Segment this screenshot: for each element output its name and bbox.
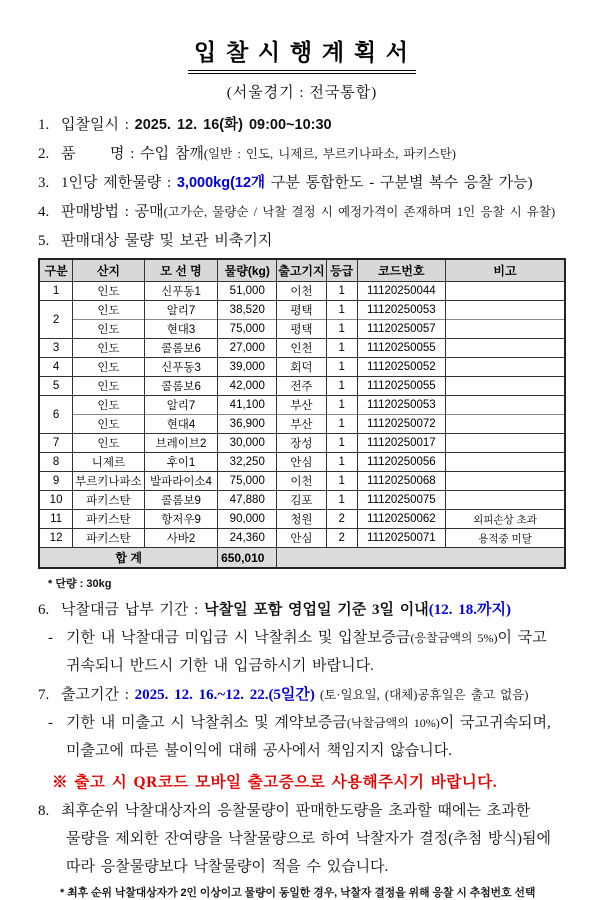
sum-label: 합 계 (39, 548, 218, 569)
sum-total: 650,010 (218, 548, 277, 569)
limit-highlight: 3,000kg(12개 (176, 175, 266, 191)
item-number: 6. (38, 602, 50, 618)
payment-warning-line1 (48, 628, 566, 648)
section-final-rank (38, 801, 566, 900)
item-number: 2. (38, 146, 50, 162)
header-cell-origin: 산지 (73, 259, 145, 282)
release-warning-line2: 미출고에 따른 불이익에 대해 공사에서 책임지지 않습니다. (66, 743, 453, 759)
table-row: 6 인도 알리7 41,100 부산 1 11120250053 (39, 396, 565, 415)
table-row: 1 인도 신푸동1 51,000 이천 1 11120250044 (39, 282, 565, 301)
table-row: 8 니제르 후이1 32,250 안심 1 11120250056 (39, 453, 565, 472)
bid-lots-table (38, 258, 566, 569)
table-header-row (39, 259, 565, 282)
item-number: 3. (38, 175, 50, 191)
header-cell-depot: 출고기지 (277, 259, 326, 282)
item-bid-datetime (38, 115, 566, 135)
bid-datetime-value: 2025. 12. 16(화) 09:00~10:30 (134, 117, 332, 133)
item-number: 7. (38, 687, 50, 703)
table-row: 인도 현대3 75,000 평택 1 11120250057 (39, 320, 565, 339)
table-row: 10 파키스탄 콜롬보9 47,880 김포 1 11120250075 (39, 491, 565, 510)
item-number: 8. (38, 803, 50, 819)
table-row: 7 인도 브레이브2 30,000 장성 1 11120250017 (39, 434, 565, 453)
header-cell-remark: 비고 (446, 259, 565, 282)
warning-text: 기한 내 미출고 시 낙찰취소 및 계약보증금(낙찰금액의 10%)이 국고귀속되며, (66, 715, 551, 731)
header-cell-vessel: 모 선 명 (144, 259, 218, 282)
item-text: 판매대상 물량 및 보관 비축기지 (61, 233, 273, 249)
item-text: 판매방법 : 공매(고가순, 물량순 / 낙찰 결정 시 예정가격이 존재하며 1인 응찰 시 유찰) (61, 204, 556, 220)
page-subtitle: (서울경기 : 전국통합) (226, 85, 378, 101)
table-row: 9 부르키나파소 발파라이소4 75,000 이천 1 11120250068 (39, 472, 565, 491)
unit-footnote: * 단량 : 30kg (48, 578, 112, 590)
dash-bullet: - (48, 630, 53, 646)
item-release-period (38, 685, 566, 705)
table-sum-row (39, 548, 565, 569)
header-cell-gubun: 구분 (39, 259, 73, 282)
item-text: 최후순위 낙찰대상자의 응찰물량이 판매한도량을 초과할 때에는 초과한 (61, 803, 531, 819)
warning-text: 기한 내 낙찰대금 미입금 시 낙찰취소 및 입찰보증금(응찰금액의 5%)이 국고 (66, 630, 547, 646)
item-text: 품 명 : 수입 참깨(일반 : 인도, 니제르, 부르키나파소, 파키스탄) (61, 146, 456, 162)
title-block (38, 34, 566, 102)
item-text: 1인당 제한물량 : 3,000kg(12개 구분 통합한도 - 구분별 복수 응찰 가능) (61, 175, 533, 191)
item-number: 4. (38, 204, 50, 220)
table-row: 4 인도 신푸동3 39,000 회덕 1 11120250052 (39, 358, 565, 377)
item-quantity-limit (38, 173, 566, 193)
item-text: 입찰일시 : 2025. 12. 16(화) 09:00~10:30 (61, 117, 332, 133)
sum-empty-cell (277, 548, 565, 569)
item-final-rank-line2: 물량을 제외한 잔여량을 낙찰물량으로 하여 낙찰자가 결정(추첨 방식)됨에 (66, 831, 551, 847)
item-number: 5. (38, 233, 50, 249)
item-final-rank-line3: 따라 응찰물량보다 낙찰물량이 적을 수 있습니다. (66, 859, 389, 875)
payment-deadline-date: (12. 18.까지) (428, 602, 511, 618)
item-product-name (38, 144, 566, 164)
table-row: 12 파키스탄 사바2 24,360 안심 2 11120250071 용적중 미달 (39, 529, 565, 548)
release-warning-line1 (48, 713, 566, 733)
table-row: 5 인도 콜롬보6 42,000 전주 1 11120250055 (39, 377, 565, 396)
item-payment-period (38, 600, 566, 620)
table-row: 11 파키스탄 항저우9 90,000 청원 2 11120250062 외피손상 초과 (39, 510, 565, 529)
table-row: 3 인도 콜롬보6 27,000 인천 1 11120250055 (39, 339, 565, 358)
lottery-footnote: * 최후 순위 낙찰대상자가 2인 이상이고 물량이 동일한 경우, 낙찰자 결정을 위해 응찰 시 추첨번호 선택 (60, 887, 536, 899)
qr-code-notice: ※ 출고 시 QR코드 모바일 출고증으로 사용해주시기 바랍니다. (52, 774, 498, 791)
header-cell-grade: 등급 (326, 259, 357, 282)
numbered-items (38, 115, 566, 251)
header-cell-code: 코드번호 (357, 259, 445, 282)
dash-bullet: - (48, 715, 53, 731)
release-period-dates: 2025. 12. 16.~12. 22.(5일간) (134, 687, 315, 703)
item-sale-method (38, 202, 566, 222)
item-sale-target (38, 231, 566, 251)
section-release (38, 685, 566, 792)
page-title: 입 찰 시 행 계 획 서 (188, 34, 416, 74)
header-cell-quantity: 물량(kg) (218, 259, 277, 282)
table-row: 인도 현대4 36,900 부산 1 11120250072 (39, 415, 565, 434)
section-payment (38, 600, 566, 676)
payment-deadline-bold: 낙찰일 포함 영업일 기준 3일 이내 (204, 602, 429, 618)
item-final-rank-line1 (38, 801, 566, 821)
table-row: 2 인도 알리7 38,520 평택 1 11120250053 (39, 301, 565, 320)
payment-warning-line2: 귀속되니 반드시 기한 내 입금하시기 바랍니다. (66, 658, 374, 674)
item-text: 출고기간 : 2025. 12. 16.~12. 22.(5일간) (토·일요일, (대체)공휴일은 출고 없음) (61, 687, 529, 703)
item-number: 1. (38, 117, 50, 133)
item-text: 낙찰대금 납부 기간 : 낙찰일 포함 영업일 기준 3일 이내(12. 18.까지) (61, 602, 511, 618)
